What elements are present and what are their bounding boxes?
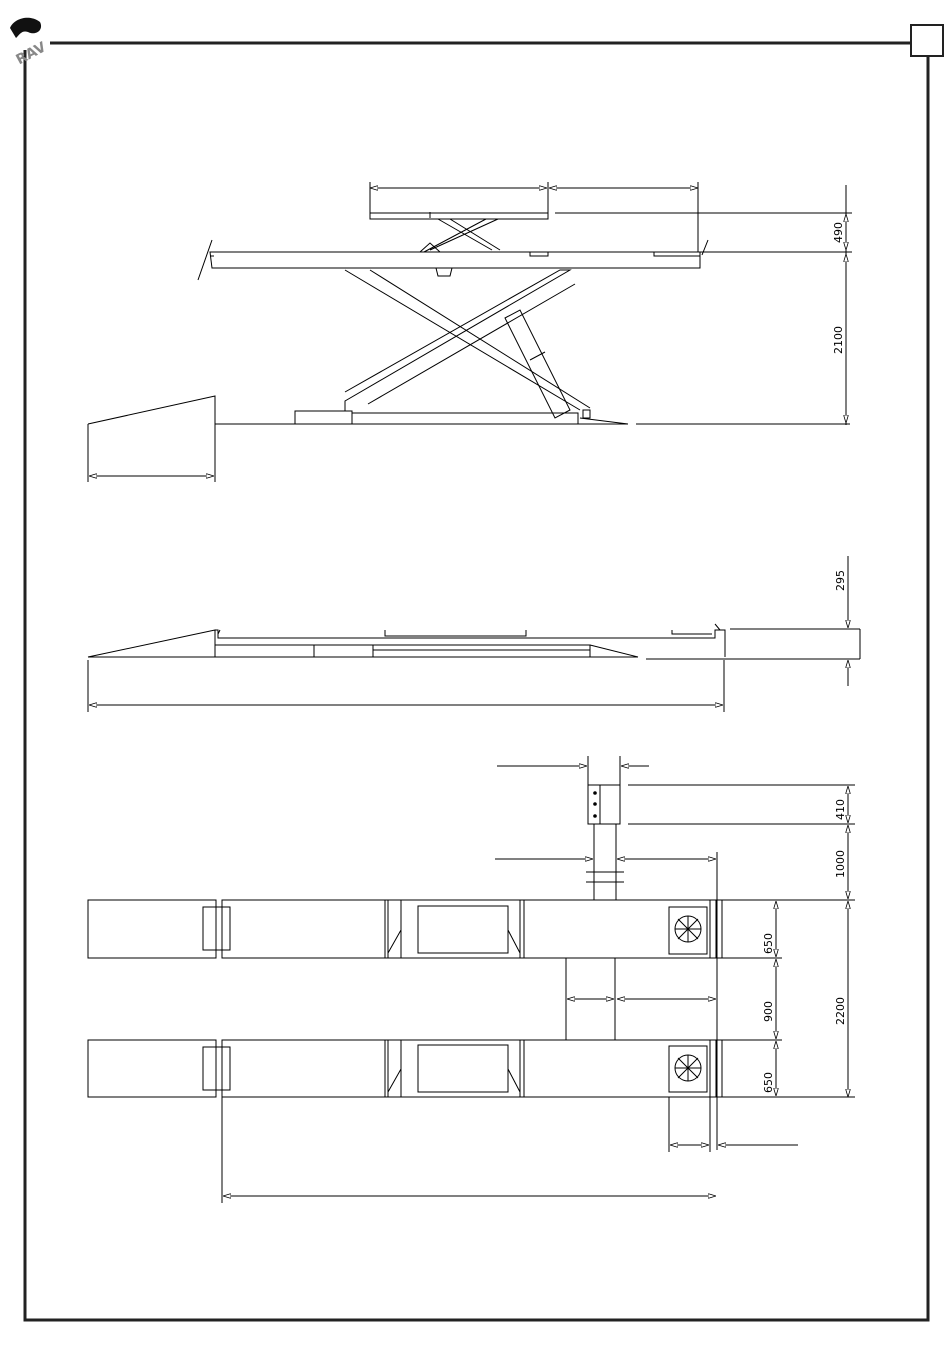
plan-view xyxy=(88,756,855,1203)
upper-scissor xyxy=(424,219,500,252)
scissor-arm-b xyxy=(345,270,590,410)
dim-console-offset: 1000 xyxy=(834,850,847,878)
dim-runway-width-front: 650 xyxy=(762,933,775,954)
side-view-raised xyxy=(88,182,852,482)
runway-front xyxy=(88,900,722,958)
upper-platform xyxy=(370,212,548,219)
hydraulic-cylinder xyxy=(505,310,570,418)
dim-runway-gap: 900 xyxy=(762,1001,775,1022)
lowered-ramp xyxy=(88,630,215,657)
base-frame xyxy=(295,411,578,424)
dim-runway-width-rear: 650 xyxy=(762,1072,775,1093)
brand-logo xyxy=(10,18,49,68)
dim-lowered-height: 295 xyxy=(834,570,847,591)
main-platform xyxy=(210,252,700,268)
dim-overall-width: 2200 xyxy=(834,997,847,1025)
runway-rear xyxy=(88,1040,722,1097)
dim-console-depth: 410 xyxy=(834,799,847,820)
control-console xyxy=(588,785,620,824)
lowered-platform xyxy=(215,630,725,657)
logo-text: RAV xyxy=(13,39,49,69)
page-number-box xyxy=(911,25,943,56)
ramp xyxy=(88,396,215,424)
side-view-lowered xyxy=(88,556,860,712)
dim-upper-platform-height: 490 xyxy=(832,222,845,243)
dim-lift-height: 2100 xyxy=(832,326,845,354)
